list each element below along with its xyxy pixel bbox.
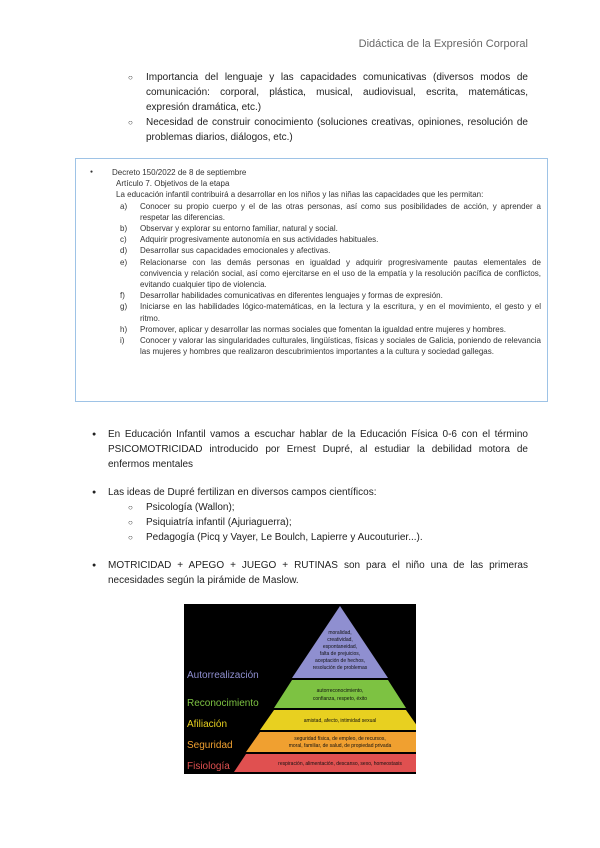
pyramid-label-afiliacion: Afiliación: [187, 719, 228, 730]
objective-item: f) Desarrollar habilidades comunicativas en diferentes lenguajes y formas de expresión.: [120, 291, 443, 301]
pyramid-text: autorreconocimiento,: [316, 688, 364, 694]
decree-objectives: [88, 201, 541, 358]
objective-item: e) Relacionarse con las demás personas en igualdad y adquirir progresivamente pautas elementales de convivencia y relación social, así como ejercitarse en el uso de la empatía y la resolución pacífica de conflictos, evitando cualquier tipo de violencia.: [120, 257, 541, 290]
pyramid-text: confianza, respeto, éxito: [312, 696, 368, 702]
pyramid-label-autorrealizacion: Autorrealización: [187, 670, 259, 681]
pyramid-text: seguridad física, de empleo, de recursos,: [294, 736, 386, 742]
list-item: ○ Psiquiatría infantil (Ajuriaguerra);: [128, 515, 423, 530]
pyramid-label-fisiologia: Fisiología: [187, 761, 230, 772]
pyramid-label-seguridad: Seguridad: [187, 740, 233, 751]
pyramid-text: moral, familiar, de salud, de propiedad privada: [288, 743, 392, 749]
list-item: ○ Importancia del lenguaje y las capacidades comunicativas (diversos modos de comunicación: corporal, plástica, musical, audiovisual, escrita, matemáticas, expresión dramática, etc.): [128, 70, 528, 115]
list-item: ○ Psicología (Wallon);: [128, 500, 423, 515]
objective-item: b) Observar y explorar su entorno familiar, natural y social.: [120, 224, 338, 234]
pyramid-text: aceptación de hechos,: [314, 658, 366, 664]
objective-item: h) Promover, aplicar y desarrollar las normas sociales que fomentan la igualdad entre mujeres y hombres.: [120, 324, 506, 334]
pyramid-text: resolución de problemas: [312, 665, 368, 671]
objective-item: g) Iniciarse en las habilidades lógico-matemáticas, en la lectura y la escritura, y en el movimiento, el gesto y el ritmo.: [120, 302, 541, 323]
paragraph-psicomotricidad: ● En Educación Infantil vamos a escuchar hablar de la Educación Física 0-6 con el término PSICOMOTRICIDAD introducido por Ernest Dupré, al estudiar la debilidad motora de enfermos mentales: [90, 427, 528, 472]
objective-item: a) Conocer su propio cuerpo y el de las otras personas, así como sus posibilidades de acción, y aprender a respetar las diferencias.: [120, 201, 541, 222]
page-header: Didáctica de la Expresión Corporal: [358, 38, 528, 50]
objective-item: i) Conocer y valorar las singularidades culturales, lingüísticas, físicas y sociales de Galicia, poniendo de relevancia las mujeres y hombres que realizaron descubrimientos importantes a la cultura y sociedad gallegas.: [120, 336, 541, 357]
decree-title: ● Decreto 150/2022 de 8 de septiembre: [88, 167, 541, 178]
decree-article: Artículo 7. Objetivos de la etapa: [116, 179, 230, 189]
pyramid-text: moralidad,: [328, 630, 352, 636]
list-item: ○ Pedagogía (Picq y Vayer, Le Boulch, Lapierre y Aucouturier...).: [128, 530, 423, 545]
pyramid-text: respiración, alimentación, descanso, sexo, homeostasis: [278, 761, 402, 767]
objective-item: d) Desarrollar sus capacidades emocionales y afectivas.: [120, 246, 331, 256]
decree-box: [75, 158, 548, 402]
objective-item: c) Adquirir progresivamente autonomía en sus actividades habituales.: [120, 235, 379, 245]
pyramid-label-reconocimiento: Reconocimiento: [187, 698, 259, 709]
pyramid-text: falta de prejuicios,: [319, 651, 361, 657]
pyramid-level-reconocimiento: [274, 680, 406, 708]
maslow-pyramid-image: [184, 604, 416, 774]
paragraph-maslow: ● MOTRICIDAD + APEGO + JUEGO + RUTINAS son para el niño una de las primeras necesidades según la pirámide de Maslow.: [90, 558, 528, 588]
pyramid-text: amistad, afecto, intimidad sexual: [303, 718, 377, 724]
pyramid-text: creatividad,: [327, 637, 353, 643]
paragraph-dupre: ● Las ideas de Dupré fertilizan en diversos campos científicos:: [90, 485, 528, 500]
decree-intro: La educación infantil contribuirá a desarrollar en los niños y las niñas las capacidades que les permitan:: [116, 190, 484, 200]
fields-list: [128, 500, 423, 545]
pyramid-text: espontaneidad,: [322, 644, 358, 650]
pyramid-level-seguridad: [246, 732, 416, 752]
list-item: ○ Necesidad de construir conocimiento (soluciones creativas, opiniones, resolución de problemas diarios, diálogos, etc.): [128, 115, 528, 145]
top-sublist: [128, 70, 528, 145]
